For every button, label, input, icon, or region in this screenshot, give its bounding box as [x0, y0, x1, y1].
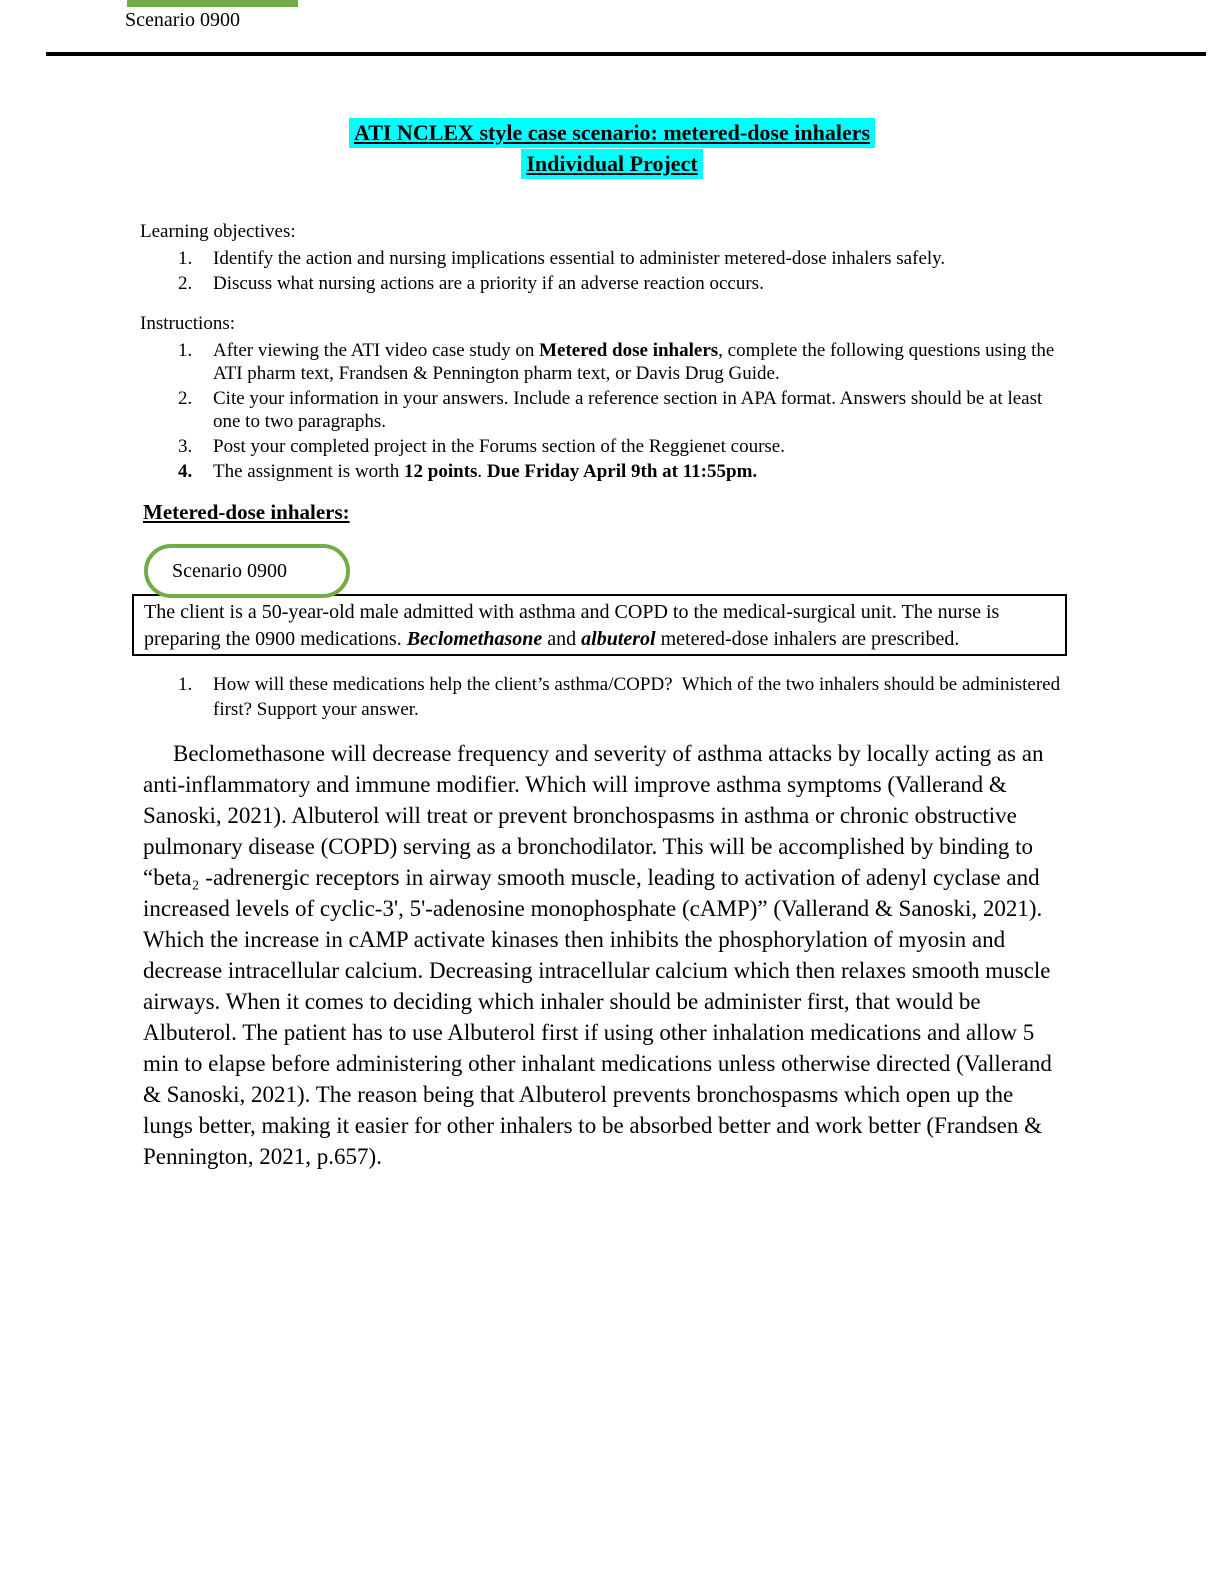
list-item-text	[213, 435, 1065, 458]
learning-objectives-heading: Learning objectives:	[140, 221, 296, 242]
list-item-text: Discuss what nursing actions are a priority if an adverse reaction occurs.	[213, 273, 764, 294]
text-segment: Post your completed project in the Forums section of the Reggienet course.	[213, 436, 785, 457]
bold-text-segment: Due Friday April 9th at 11:55pm.	[486, 461, 758, 482]
scenario-tag-shape	[144, 544, 350, 598]
instructions-heading: Instructions:	[140, 313, 235, 334]
instructions-section	[140, 312, 1065, 483]
title-line-2-text: Individual Project	[521, 149, 702, 179]
scenario-text-segment: The client is a 50-year-old male admitted with asthma and COPD to the medical-surgical unit. The nurse is preparing the 0900 medications.	[144, 601, 1000, 650]
scenario-text-segment: metered-dose inhalers are prescribed.	[655, 628, 960, 650]
instruction-item-4	[140, 460, 1065, 483]
instruction-item-3	[140, 435, 1065, 458]
list-number: 1.	[178, 674, 193, 695]
instruction-item-1	[140, 339, 1065, 385]
document-title	[0, 117, 1224, 179]
list-number: 3.	[178, 436, 193, 457]
bold-text-segment: 12 points	[404, 461, 478, 482]
list-number: 1.	[178, 340, 193, 361]
scenario-description-box	[132, 594, 1067, 656]
learning-objectives-section	[140, 220, 1065, 295]
title-line-1-text: ATI NCLEX style case scenario: metered-dose inhalers	[349, 118, 875, 148]
list-number: 2.	[178, 388, 193, 409]
list-item-text	[213, 460, 1065, 483]
text-segment: , complete the following questions using the ATI pharm text, Frandsen & Pennington pharm text, or Davis Drug Guide.	[213, 340, 1055, 384]
title-line-1	[0, 117, 1224, 148]
metered-dose-inhalers-heading: Metered-dose inhalers:	[143, 500, 350, 524]
learning-objective-item-2	[140, 272, 1065, 295]
title-line-2	[0, 148, 1224, 179]
list-item-text	[213, 339, 1065, 385]
scenario-tag-label: Scenario 0900	[172, 559, 287, 582]
header-scenario-label: Scenario 0900	[125, 9, 240, 31]
text-segment: .	[477, 461, 487, 482]
list-item-text: Identify the action and nursing implications essential to administer metered-dose inhalers safely.	[213, 248, 946, 269]
answer-paragraph: Beclomethasone will decrease frequency and severity of asthma attacks by locally acting as an anti-inflammatory and immune modifier. Which will improve asthma symptoms (Vallerand & Sanoski, 2021). Albuterol will treat or prevent bronchospasms in asthma or chronic obstructive pulmonary disease (COPD) serving as a bronchodilator. This will be accomplished by binding to “beta₂ -adrenergic receptors in airway smooth muscle, leading to activation of adenyl cyclase and increased levels of cyclic-3', 5'-adenosine monophosphate (cAMP)” (Vallerand & Sanoski, 2021). Which the increase in cAMP activate kinases then inhibits the phosphorylation of myosin and decrease intracellular calcium. Decreasing intracellular calcium which then relaxes smooth muscle airways. When it comes to deciding which inhaler should be administer first, that would be Albuterol. The patient has to use Albuterol first if using other inhalation medications and allow 5 min to elapse before administering other inhalant medications unless otherwise directed (Vallerand & Sanoski, 2021). The reason being that Albuterol prevents bronchospasms which open up the lungs better, making it easier for other inhalers to be absorbed better and work better (Frandsen & Pennington, 2021, p.657).	[143, 741, 1052, 1169]
list-number: 2.	[178, 273, 193, 294]
header-scenario-shape-clipped	[127, 0, 298, 7]
list-item-text	[213, 387, 1065, 433]
list-number: 1.	[178, 248, 193, 269]
list-number: 4.	[178, 461, 193, 482]
scenario-text-segment: and	[542, 628, 582, 650]
bold-text-segment: Metered dose inhalers	[539, 340, 719, 361]
header-rule	[46, 52, 1206, 56]
learning-objective-item-1	[140, 247, 1065, 270]
text-segment: The assignment is worth	[213, 461, 405, 482]
question-text: How will these medications help the client’s asthma/COPD? Which of the two inhalers should be administered first? Support your answer.	[213, 674, 1065, 720]
text-segment: After viewing the ATI video case study on	[213, 340, 540, 361]
drug-name-beclomethasone: Beclomethasone	[406, 628, 543, 650]
question-item-1	[140, 672, 1065, 722]
question-section	[140, 670, 1065, 722]
text-segment: Cite your information in your answers. Include a reference section in APA format. Answers should be at least one to two paragraphs.	[213, 388, 1043, 432]
instruction-item-2	[140, 387, 1065, 433]
drug-name-albuterol: albuterol	[581, 628, 656, 650]
